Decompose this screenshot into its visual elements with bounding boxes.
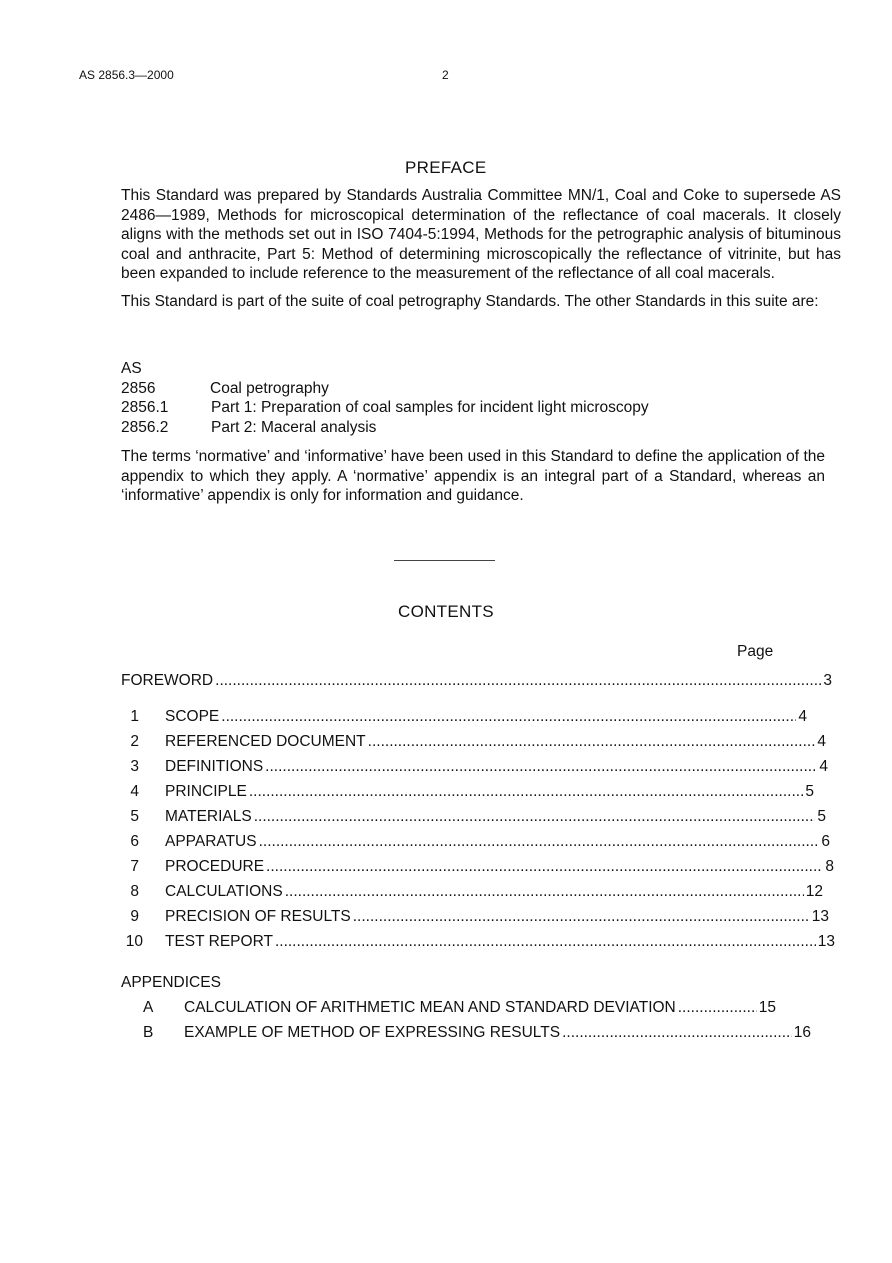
toc-leader-dots (678, 999, 757, 1017)
contents-title: CONTENTS (398, 602, 494, 621)
toc-entry-section[interactable] (121, 883, 823, 901)
toc-entry-section[interactable] (121, 783, 814, 801)
toc-entry-foreword[interactable] (121, 672, 832, 690)
toc-entry-page: 15 (758, 999, 776, 1016)
toc-entry-label: MATERIALS (165, 808, 252, 825)
preface-paragraph-3: The terms ‘normative’ and ‘informative’ have been used in this Standard to define the application of the appendix to which they apply. A ‘normative’ appendix is an integral part of a Standard, whereas an ‘informative’ appendix is only for information and guidance. (121, 448, 825, 505)
toc-leader-dots (259, 833, 820, 851)
toc-entry-number: 5 (130, 808, 139, 825)
toc-entry-appendix[interactable] (143, 1024, 811, 1042)
toc-entry-label: PRINCIPLE (165, 783, 247, 800)
toc-entry-page: 6 (821, 833, 830, 850)
toc-entry-section[interactable] (121, 858, 834, 876)
toc-entry-page: 3 (823, 672, 832, 689)
preface-line: the measurement of the reflectance of all coal macerals. (389, 265, 775, 283)
toc-leader-dots (254, 808, 816, 826)
toc-entry-label: DEFINITIONS (165, 758, 264, 775)
toc-entry-number: 4 (130, 783, 139, 800)
toc-entry-page: 13 (811, 908, 829, 925)
toc-entry-label: FOREWORD (121, 672, 214, 689)
standards-list-code: 2856.1 (121, 399, 169, 416)
toc-leader-dots (353, 908, 810, 926)
standards-list-code: 2856.2 (121, 419, 169, 436)
toc-entry-number: 2 (130, 733, 139, 750)
toc-entry-page: 12 (805, 883, 823, 900)
toc-entry-number: 10 (125, 933, 143, 950)
toc-entry-label: TEST REPORT (165, 933, 273, 950)
running-header-standard: AS 2856.3—2000 (79, 68, 174, 82)
toc-leader-dots (265, 758, 817, 776)
preface-line: supersede AS 2486—1989, Methods for microscopical determination of the reflectance of (121, 187, 842, 224)
toc-entry-label: EXAMPLE OF METHOD OF EXPRESSING RESULTS (184, 1024, 561, 1041)
standards-list-code: 2856 (121, 380, 156, 397)
toc-leader-dots (221, 708, 796, 726)
toc-entry-number: 3 (130, 758, 139, 775)
toc-entry-section[interactable] (121, 733, 826, 751)
toc-entry-number: 7 (130, 858, 139, 875)
toc-entry-section[interactable] (121, 708, 807, 726)
toc-entry-page: 13 (817, 933, 835, 950)
toc-leader-dots (249, 783, 804, 801)
preface-paragraph-2: This Standard is part of the suite of coal petrography Standards. The other Standards in this suite are: (121, 292, 819, 310)
toc-entry-letter: A (143, 999, 154, 1016)
standards-list-title: Part 2: Maceral analysis (211, 419, 377, 436)
toc-entry-number: 6 (130, 833, 139, 850)
preface-line: This Standard was prepared by Standards Australia Committee MN/1, Coal and Coke to (121, 187, 738, 204)
toc-entry-page: 4 (819, 758, 828, 775)
contents-page-label: Page (737, 643, 774, 660)
preface-line: microscopically the reflectance of vitrinite, but has been expanded to include reference to (121, 245, 841, 283)
toc-entry-section[interactable] (121, 833, 830, 851)
toc-entry-label: APPARATUS (165, 833, 257, 850)
toc-entry-letter: B (143, 1024, 154, 1041)
toc-entry-page: 8 (825, 858, 834, 875)
toc-entry-label: CALCULATION OF ARITHMETIC MEAN AND STANDARD DEVIATION (184, 999, 676, 1016)
toc-entry-section[interactable] (121, 758, 828, 776)
toc-leader-dots (368, 733, 816, 751)
standards-list-header: AS (121, 360, 142, 377)
toc-entry-number: 9 (130, 908, 139, 925)
preface-line: the petrographic analysis of bituminous coal and anthracite, Part 5: Method of determining (121, 226, 842, 263)
toc-entry-page: 4 (817, 733, 826, 750)
toc-entry-page: 5 (805, 783, 814, 800)
toc-entry-label: REFERENCED DOCUMENT (165, 733, 366, 750)
toc-entry-page: 16 (793, 1024, 811, 1041)
section-divider (394, 560, 495, 561)
standards-list-title: Part 1: Preparation of coal samples for incident light microscopy (211, 399, 649, 416)
standards-list-title: Coal petrography (210, 380, 329, 397)
toc-entry-section[interactable] (121, 933, 835, 951)
toc-entry-label: PROCEDURE (165, 858, 265, 875)
toc-leader-dots (562, 1024, 792, 1042)
toc-entry-section[interactable] (121, 808, 826, 826)
toc-leader-dots (275, 933, 816, 951)
toc-entry-number: 1 (130, 708, 139, 725)
preface-title: PREFACE (405, 158, 487, 177)
preface-paragraph-1 (121, 186, 841, 284)
toc-entry-appendix[interactable] (143, 999, 776, 1017)
running-header-page-number: 2 (442, 68, 449, 82)
toc-entry-label: SCOPE (165, 708, 220, 725)
toc-entry-label: PRECISION OF RESULTS (165, 908, 351, 925)
toc-leader-dots (215, 672, 821, 690)
toc-entry-page: 4 (798, 708, 807, 725)
toc-entry-label: CALCULATIONS (165, 883, 283, 900)
appendices-title: APPENDICES (121, 974, 221, 991)
preface-line: coal macerals. It closely aligns with the methods set out in ISO 7404-5:1994, Methods for (121, 206, 841, 244)
toc-entry-page: 5 (817, 808, 826, 825)
toc-entry-number: 8 (130, 883, 139, 900)
toc-leader-dots (266, 858, 823, 876)
toc-entry-section[interactable] (121, 908, 829, 926)
toc-leader-dots (285, 883, 804, 901)
preface-body (121, 186, 841, 320)
